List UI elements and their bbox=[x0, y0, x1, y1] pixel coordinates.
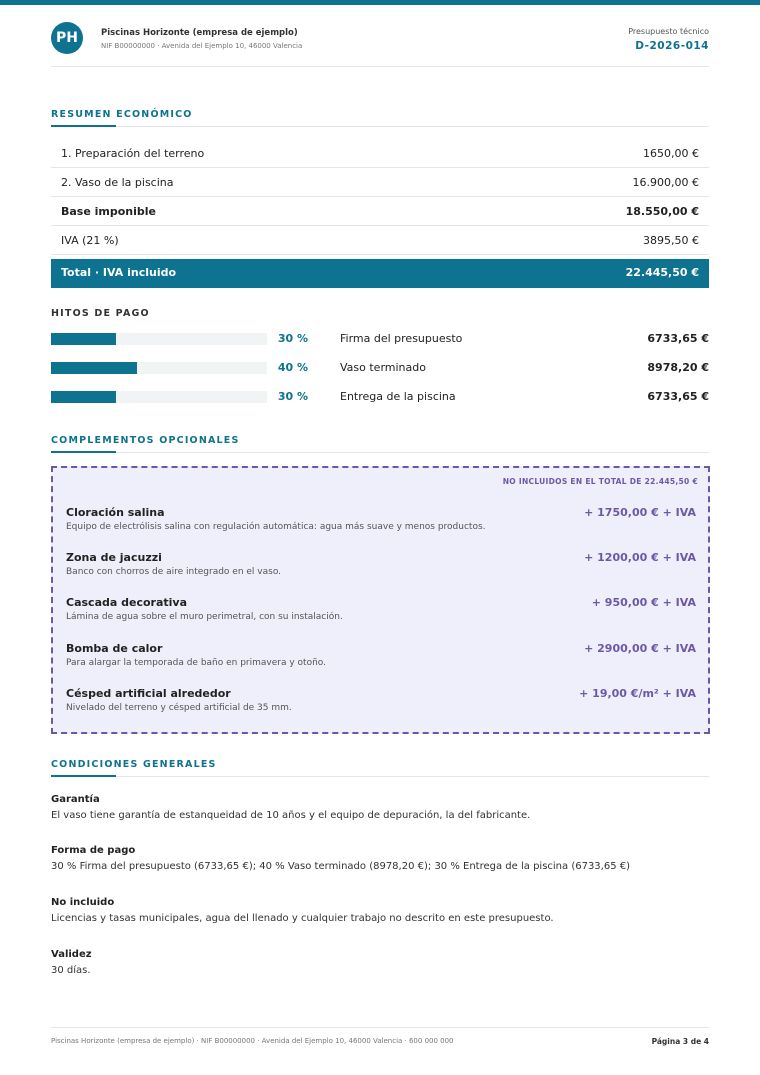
summary-row-value: 16.900,00 € bbox=[632, 176, 699, 189]
milestone-amount: 6733,65 € bbox=[647, 390, 709, 403]
conditions-section-title bbox=[51, 759, 709, 777]
summary-row-value: 1650,00 € bbox=[643, 147, 699, 160]
company-name: Piscinas Horizonte (empresa de ejemplo) bbox=[101, 28, 298, 38]
milestone-row bbox=[51, 326, 709, 355]
section-accent-line bbox=[51, 451, 116, 453]
milestone-percent: 40 % bbox=[277, 361, 308, 374]
optional-title-text: COMPLEMENTOS OPCIONALES bbox=[51, 435, 240, 446]
economic-summary-table bbox=[51, 139, 709, 288]
milestone-progress-fill bbox=[51, 362, 137, 374]
section-accent-line bbox=[51, 775, 116, 777]
milestone-progress-track bbox=[51, 362, 267, 374]
optional-item-desc: Para alargar la temporada de baño en primavera y otoño. bbox=[66, 658, 326, 668]
optional-item-price: + 19,00 €/m² + IVA bbox=[579, 687, 696, 700]
milestone-progress-fill bbox=[51, 391, 116, 403]
summary-total-row bbox=[51, 259, 709, 288]
optional-section-title bbox=[51, 435, 709, 453]
optional-item-name: Cascada decorativa bbox=[66, 596, 187, 609]
total-label: Total · IVA incluido bbox=[61, 266, 177, 279]
document-number: D-2026-014 bbox=[635, 40, 709, 52]
optional-extras-box bbox=[51, 466, 710, 734]
optional-item-price: + 1200,00 € + IVA bbox=[584, 551, 696, 564]
milestone-label: Entrega de la piscina bbox=[340, 390, 456, 403]
document-header bbox=[51, 22, 709, 67]
condition-text: Licencias y tasas municipales, agua del llenado y cualquier trabajo no descrito en este presupuesto. bbox=[51, 913, 554, 924]
company-logo: PH bbox=[51, 22, 83, 54]
summary-row-value: 3895,50 € bbox=[643, 234, 699, 247]
summary-section-title bbox=[51, 109, 709, 127]
summary-row-value: 18.550,00 € bbox=[625, 205, 699, 218]
optional-item bbox=[66, 596, 696, 622]
summary-title-text: RESUMEN ECONÓMICO bbox=[51, 109, 193, 120]
milestone-progress-fill bbox=[51, 333, 116, 345]
condition-item bbox=[51, 897, 709, 924]
page-footer bbox=[51, 1027, 709, 1051]
optional-item-name: Zona de jacuzzi bbox=[66, 551, 162, 564]
condition-title: No incluido bbox=[51, 897, 115, 908]
summary-row-label: Base imponible bbox=[61, 205, 157, 218]
top-accent-bar bbox=[0, 0, 760, 5]
page-number: Página 3 de 4 bbox=[651, 1037, 709, 1046]
optional-item bbox=[66, 687, 696, 713]
condition-title: Garantía bbox=[51, 794, 100, 805]
milestone-row bbox=[51, 355, 709, 384]
condition-item bbox=[51, 949, 709, 976]
optional-item-price: + 950,00 € + IVA bbox=[591, 596, 696, 609]
optional-item-desc: Equipo de electrólisis salina con regulación automática: agua más suave y menos productos. bbox=[66, 522, 486, 532]
optional-item-name: Césped artificial alrededor bbox=[66, 687, 231, 700]
milestone-label: Firma del presupuesto bbox=[340, 332, 463, 345]
document-type: Presupuesto técnico bbox=[628, 27, 709, 36]
conditions-title-text: CONDICIONES GENERALES bbox=[51, 759, 217, 770]
milestone-row bbox=[51, 384, 709, 413]
total-value: 22.445,50 € bbox=[625, 266, 699, 279]
milestone-progress-track bbox=[51, 333, 267, 345]
company-meta: NIF B00000000 · Avenida del Ejemplo 10, 46000 Valencia bbox=[101, 42, 303, 50]
optional-item bbox=[66, 506, 696, 532]
milestone-progress-track bbox=[51, 391, 267, 403]
milestone-percent: 30 % bbox=[277, 332, 308, 345]
summary-row-label: 2. Vaso de la piscina bbox=[61, 176, 174, 189]
optional-item-desc: Lámina de agua sobre el muro perimetral, con su instalación. bbox=[66, 612, 343, 622]
milestone-label: Vaso terminado bbox=[340, 361, 426, 374]
milestone-amount: 8978,20 € bbox=[647, 361, 709, 374]
section-accent-line bbox=[51, 125, 116, 127]
condition-item bbox=[51, 845, 709, 872]
summary-row bbox=[51, 168, 709, 197]
optional-item-desc: Banco con chorros de aire integrado en el vaso. bbox=[66, 567, 282, 577]
optional-item-name: Bomba de calor bbox=[66, 642, 163, 655]
optional-item-price: + 2900,00 € + IVA bbox=[584, 642, 696, 655]
condition-text: 30 % Firma del presupuesto (6733,65 €); 40 % Vaso terminado (8978,20 €); 30 % Entrega de la piscina (6733,65 €) bbox=[51, 861, 631, 872]
condition-item bbox=[51, 794, 709, 821]
condition-text: El vaso tiene garantía de estanqueidad de 10 años y el equipo de depuración, la del fabricante. bbox=[51, 810, 531, 821]
summary-row bbox=[51, 139, 709, 168]
optional-item-price: + 1750,00 € + IVA bbox=[584, 506, 696, 519]
condition-text: 30 días. bbox=[51, 965, 91, 976]
milestone-percent: 30 % bbox=[277, 390, 308, 403]
optional-item-desc: Nivelado del terreno y césped artificial de 35 mm. bbox=[66, 703, 292, 713]
milestones-section-title: HITOS DE PAGO bbox=[51, 308, 150, 319]
summary-row-subtotal bbox=[51, 197, 709, 226]
condition-title: Forma de pago bbox=[51, 845, 136, 856]
optional-item-name: Cloración salina bbox=[66, 506, 165, 519]
summary-row-tax bbox=[51, 226, 709, 255]
optional-item bbox=[66, 551, 696, 577]
optional-note: NO INCLUIDOS EN EL TOTAL DE 22.445,50 € bbox=[502, 477, 698, 486]
milestone-amount: 6733,65 € bbox=[647, 332, 709, 345]
payment-milestones bbox=[51, 326, 709, 413]
summary-row-label: 1. Preparación del terreno bbox=[61, 147, 205, 160]
summary-row-label: IVA (21 %) bbox=[61, 234, 119, 247]
condition-title: Validez bbox=[51, 949, 92, 960]
footer-company-info: Piscinas Horizonte (empresa de ejemplo) · NIF B00000000 · Avenida del Ejemplo 10, 46000 Valencia · 600 000 000 bbox=[51, 1037, 454, 1045]
optional-item bbox=[66, 642, 696, 668]
